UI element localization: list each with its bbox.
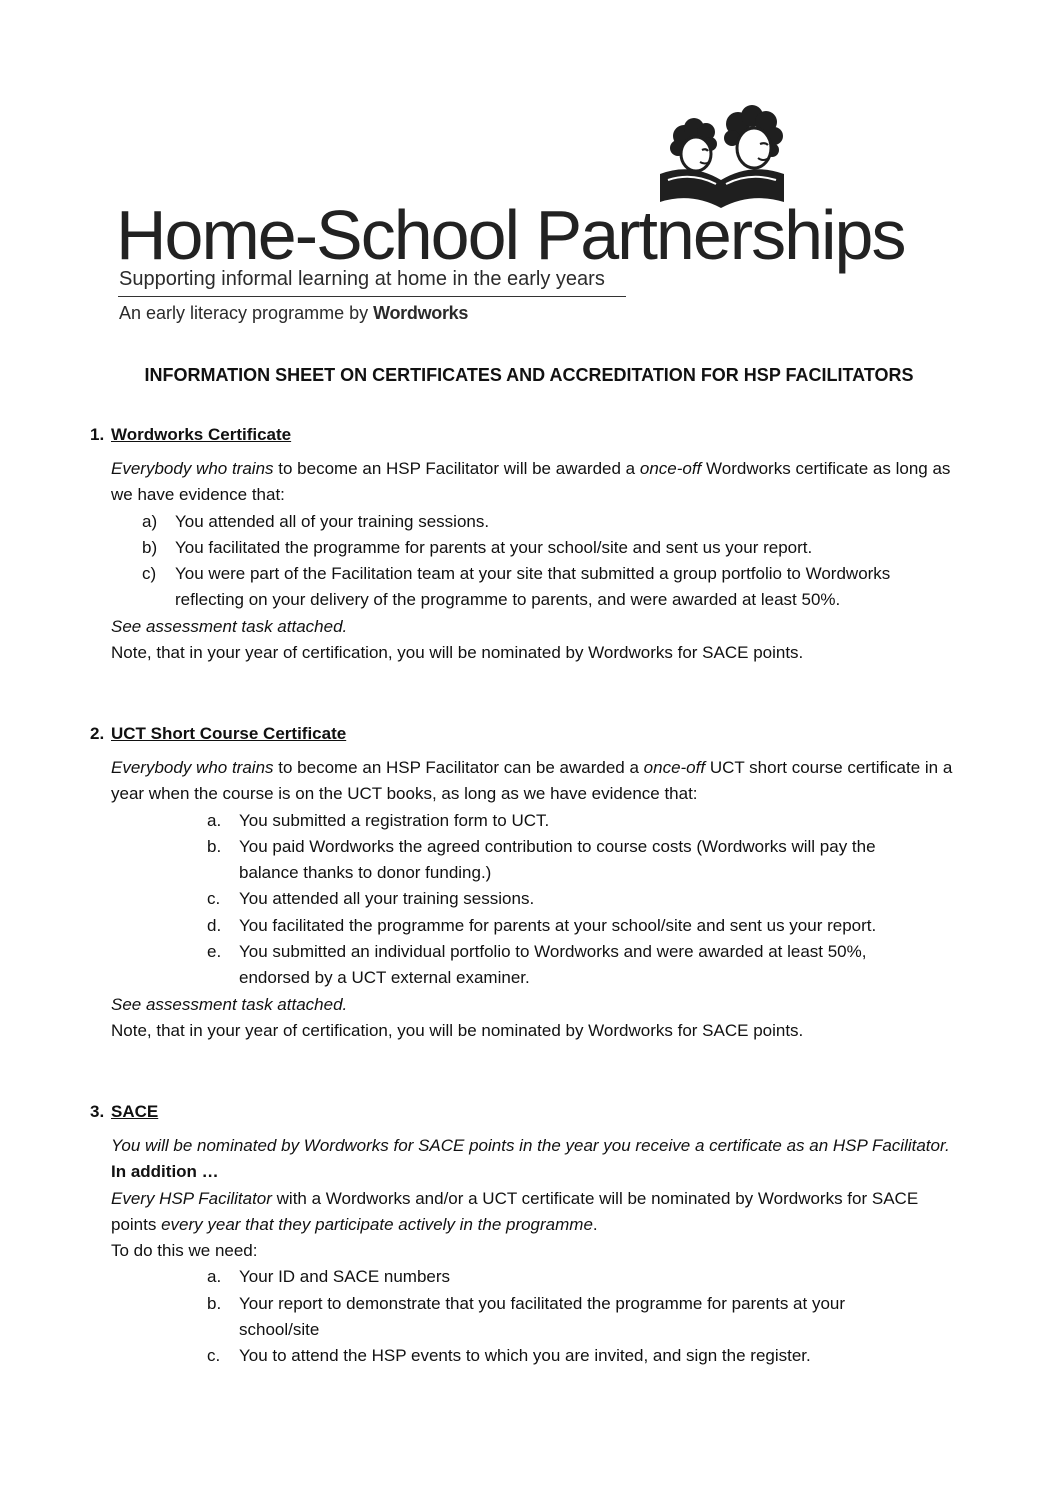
- assessment-note: See assessment task attached.: [111, 616, 348, 636]
- intro-italic-2: once-off: [639, 459, 702, 478]
- list-item-text: You were part of the Facilitation team at your site that submitted a group portfolio to Wordworks reflecting on your delivery of the programme to parents, and were awarded at least 50%.: [175, 564, 891, 610]
- requirements-list: [90, 509, 960, 614]
- list-item-label: a): [142, 511, 158, 531]
- section-wordworks-certificate: [90, 422, 960, 666]
- assessment-note: See assessment task attached.: [111, 994, 348, 1014]
- list-item: [90, 939, 924, 992]
- list-item: [90, 913, 924, 939]
- list-item-text: You facilitated the programme for parents at your school/site and sent us your report.: [175, 537, 813, 557]
- list-item: [90, 886, 924, 912]
- every-year-text: with a Wordworks and/or a UCT certificate will be nominated by Wordworks for SACE points: [111, 1188, 919, 1234]
- section-title: UCT Short Course Certificate: [111, 724, 347, 743]
- in-addition-label: In addition …: [111, 1162, 219, 1182]
- list-item: [90, 1343, 924, 1369]
- list-item-label: c.: [207, 889, 221, 909]
- section-heading: [90, 721, 960, 747]
- section-sace: [90, 1099, 960, 1370]
- section-number: 1.: [90, 425, 105, 444]
- list-item-label: a.: [207, 810, 222, 830]
- every-year-italic: every year that they participate actively in the programme: [161, 1214, 593, 1234]
- list-item: [90, 834, 924, 887]
- sace-every-year: [111, 1186, 960, 1239]
- section-number: 3.: [90, 1102, 105, 1121]
- list-item-label: d.: [207, 915, 222, 935]
- list-item-text: You submitted an individual portfolio to Wordworks and were awarded at least 50%, endorsed by a UCT external examiner.: [239, 942, 867, 988]
- logo-title: Home-School Partnerships: [116, 196, 905, 274]
- intro-text-2: Wordworks certificate as long as we have evidence that:: [111, 459, 951, 505]
- section-number: 2.: [90, 724, 105, 743]
- intro-text: to become an HSP Facilitator will be awarded a: [273, 459, 640, 478]
- logo-tagline: Supporting informal learning at home in the early years: [119, 268, 605, 290]
- list-item-text: You submitted a registration form to UCT.: [239, 810, 550, 830]
- section-intro: [111, 755, 960, 808]
- list-item-text: Your ID and SACE numbers: [239, 1267, 451, 1287]
- list-item: [90, 535, 960, 561]
- intro-italic: Everybody who trains: [111, 459, 274, 478]
- intro-text-2: UCT short course certificate in a year when the course is on the UCT books, as long as we have evidence that:: [111, 758, 953, 804]
- list-item-label: c): [142, 564, 157, 584]
- logo-divider: [118, 296, 626, 297]
- every-facilitator-italic: Every HSP Facilitator: [111, 1188, 272, 1208]
- section-heading: [90, 1099, 960, 1125]
- list-item: [90, 808, 924, 834]
- list-item-text: You attended all your training sessions.: [239, 889, 535, 909]
- section-uct-certificate: [90, 721, 960, 1044]
- every-year-end: .: [592, 1214, 598, 1234]
- list-item: [90, 561, 960, 614]
- section-intro: [111, 456, 960, 509]
- intro-italic: Everybody who trains: [111, 758, 274, 777]
- section-title: SACE: [111, 1102, 159, 1121]
- list-item-text: You attended all of your training sessions.: [175, 511, 490, 531]
- list-item-text: You facilitated the programme for parents at your school/site and sent us your report.: [239, 915, 877, 935]
- sace-intro: [111, 1133, 960, 1186]
- list-item-label: b): [142, 537, 158, 557]
- list-item-label: a.: [207, 1267, 222, 1287]
- sace-requirements-list: [90, 1264, 960, 1369]
- sace-note: Note, that in your year of certification, you will be nominated by Wordworks for SACE points.: [111, 643, 804, 663]
- list-item-text: You to attend the HSP events to which you are invited, and sign the register.: [239, 1346, 811, 1366]
- list-item-label: c.: [207, 1346, 221, 1366]
- todo-label: To do this we need:: [111, 1241, 258, 1261]
- document-title: INFORMATION SHEET ON CERTIFICATES AND ACCREDITATION FOR HSP FACILITATORS: [144, 365, 914, 385]
- requirements-list: [90, 808, 960, 992]
- sace-intro-italic: You will be nominated by Wordworks for SACE points in the year you receive a certificate as an HSP Facilitator.: [111, 1136, 950, 1155]
- list-item-text: Your report to demonstrate that you facilitated the programme for parents at your school/site: [239, 1293, 846, 1340]
- list-item: [90, 1291, 924, 1344]
- logo-byline: [119, 300, 468, 326]
- list-item-label: b.: [207, 836, 222, 856]
- list-item: [90, 509, 960, 535]
- byline-prefix: An early literacy programme by: [119, 303, 369, 323]
- section-heading: [90, 422, 960, 448]
- section-title: Wordworks Certificate: [111, 425, 292, 444]
- list-item: [90, 1264, 924, 1290]
- list-item-label: b.: [207, 1293, 222, 1313]
- sace-note: Note, that in your year of certification, you will be nominated by Wordworks for SACE points.: [111, 1020, 804, 1040]
- intro-text: to become an HSP Facilitator can be awarded a: [273, 758, 644, 777]
- intro-italic-2: once-off: [643, 758, 706, 777]
- byline-brand: Wordworks: [373, 303, 469, 323]
- list-item-label: e.: [207, 942, 222, 962]
- list-item-text: You paid Wordworks the agreed contribution to course costs (Wordworks will pay the balance thanks to donor funding.): [239, 836, 876, 883]
